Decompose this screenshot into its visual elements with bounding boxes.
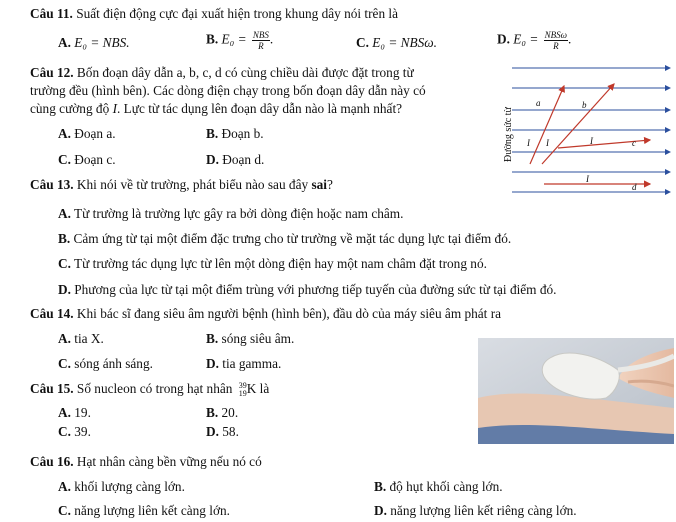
wire-a-label: a xyxy=(536,98,541,108)
q14-a-letter: A. xyxy=(58,331,71,346)
q16-stem-line xyxy=(30,454,262,470)
q16-c-text: năng lượng liên kết càng lớn. xyxy=(74,503,230,518)
q12-stem-1: Bốn đoạn dây dẫn a, b, c, d có cùng chiều dài được đặt trong từ xyxy=(76,65,414,80)
q14-stem-line xyxy=(30,306,501,322)
q11-option-c[interactable] xyxy=(356,35,437,51)
q14-a-text: tia X. xyxy=(74,331,104,346)
wire-c-label: c xyxy=(632,138,636,148)
q11-stem: Suất điện động cực đại xuất hiện trong khung dây nói trên là xyxy=(76,6,399,21)
q12-stem-3a: cùng cường độ xyxy=(30,101,113,116)
q16-stem: Hạt nhân càng bền vững nếu nó có xyxy=(76,454,262,469)
q12-option-a[interactable] xyxy=(58,126,116,142)
q13-option-b[interactable] xyxy=(58,231,511,247)
q13-b-letter: B. xyxy=(58,231,71,246)
wire-c xyxy=(558,140,650,148)
current-label: I xyxy=(527,138,530,148)
q11-b-period: . xyxy=(269,31,274,47)
q14-d-text: tia gamma. xyxy=(222,356,282,371)
q13-stem: Khi nói về từ trường, phát biểu nào sau đây xyxy=(76,177,312,192)
q15-a-text: 19. xyxy=(74,405,91,420)
q11-b-letter: B. xyxy=(206,31,219,47)
q12-c-letter: C. xyxy=(58,152,71,167)
q15-c-text: 39. xyxy=(74,424,91,439)
q11-b-fraction xyxy=(252,30,270,51)
q12-c-text: Đoạn c. xyxy=(74,152,116,167)
q13-option-a[interactable] xyxy=(58,206,403,222)
q12-stem-line-1 xyxy=(30,65,414,81)
element-symbol: K xyxy=(246,381,257,396)
q16-a-letter: A. xyxy=(58,479,71,494)
wire-b-label: b xyxy=(582,100,587,110)
q13-stem-emphasis: sai xyxy=(311,177,327,192)
q16-option-a[interactable] xyxy=(58,479,185,495)
q16-c-letter: C. xyxy=(58,503,71,518)
q15-stem-line xyxy=(30,381,269,398)
q12-option-b[interactable] xyxy=(206,126,264,142)
q16-title: Câu 16. xyxy=(30,454,74,469)
q15-option-d[interactable] xyxy=(206,424,239,440)
q14-option-a[interactable] xyxy=(58,331,104,347)
q12-current-symbol: I xyxy=(112,101,117,116)
q13-c-letter: C. xyxy=(58,256,71,271)
q15-option-a[interactable] xyxy=(58,405,91,421)
nuclide-notation xyxy=(239,382,247,398)
q11-option-b[interactable] xyxy=(206,30,273,51)
q11-d-period: . xyxy=(568,31,572,47)
q14-option-d[interactable] xyxy=(206,356,281,372)
q15-title: Câu 15. xyxy=(30,381,74,396)
q13-c-text: Từ trường tác dụng lực từ lên một dòng điện hay một nam châm đặt trong nó. xyxy=(74,256,487,271)
q12-stem-3b: . Lực từ tác dụng lên đoạn dây dẫn nào là mạnh nhất? xyxy=(117,101,403,116)
q13-d-letter: D. xyxy=(58,282,71,297)
q15-option-c[interactable] xyxy=(58,424,91,440)
q12-option-d[interactable] xyxy=(206,152,264,168)
q11-d-denominator: R xyxy=(553,41,559,51)
q12-stem-line-2: trường đều (hình bên). Các dòng điện chạy trong bốn đoạn dây dẫn này có xyxy=(30,83,426,98)
q11-title: Câu 11. xyxy=(30,6,73,21)
q16-b-letter: B. xyxy=(374,479,387,494)
current-label: I xyxy=(590,136,593,146)
q14-title: Câu 14. xyxy=(30,306,74,321)
q13-b-text: Cảm ứng từ tại một điểm đặc trưng cho từ trường về mặt tác dụng lực tại điểm đó. xyxy=(73,231,512,246)
q15-d-letter: D. xyxy=(206,424,219,439)
wire-segments xyxy=(530,84,650,184)
q12-a-letter: A. xyxy=(58,126,71,141)
q16-option-c[interactable] xyxy=(58,503,230,519)
field-axis-label: Đường sức từ xyxy=(503,107,514,162)
q11-b-lhs: E₀ = xyxy=(221,31,250,47)
q12-d-text: Đoạn d. xyxy=(222,152,265,167)
q14-b-letter: B. xyxy=(206,331,219,346)
q14-c-letter: C. xyxy=(58,356,71,371)
q13-option-d[interactable] xyxy=(58,282,556,298)
q13-a-letter: A. xyxy=(58,206,71,221)
ultrasound-photo xyxy=(478,338,674,444)
q16-option-d[interactable] xyxy=(374,503,577,519)
q14-c-text: sóng ánh sáng. xyxy=(74,356,153,371)
q15-d-text: 58. xyxy=(222,424,239,439)
q16-d-text: năng lượng liên kết riêng càng lớn. xyxy=(390,503,577,518)
q14-d-letter: D. xyxy=(206,356,219,371)
q13-stem-line xyxy=(30,177,333,193)
q15-stem-end: là xyxy=(256,381,270,396)
q13-stem-end: ? xyxy=(326,177,333,192)
q13-title: Câu 13. xyxy=(30,177,74,192)
q15-b-letter: B. xyxy=(206,405,219,420)
q16-b-text: độ hụt khối càng lớn. xyxy=(389,479,503,494)
atomic-number: 19 xyxy=(238,388,247,398)
current-label: I xyxy=(546,138,549,148)
q11-c-formula: E₀ = NBSω. xyxy=(372,35,437,50)
q11-c-letter: C. xyxy=(356,35,369,50)
q15-c-letter: C. xyxy=(58,424,71,439)
q12-title: Câu 12. xyxy=(30,65,74,80)
q11-option-a[interactable] xyxy=(58,35,130,51)
q11-d-lhs: E₀ = xyxy=(513,31,542,47)
q11-option-d[interactable] xyxy=(497,30,571,51)
field-lines xyxy=(512,68,670,192)
q12-d-letter: D. xyxy=(206,152,219,167)
q11-b-numerator: NBS xyxy=(252,30,269,40)
q11-a-letter: A. xyxy=(58,35,71,50)
q11-d-numerator: NBSω xyxy=(544,30,567,40)
q15-stem: Số nucleon có trong hạt nhân xyxy=(76,381,236,396)
mass-number: 39 xyxy=(238,380,247,390)
q13-a-text: Từ trường là trường lực gây ra bởi dòng điện hoặc nam châm. xyxy=(74,206,404,221)
q15-option-b[interactable] xyxy=(206,405,238,421)
wire-d-label: d xyxy=(632,182,637,192)
q16-a-text: khối lượng càng lớn. xyxy=(74,479,185,494)
q16-d-letter: D. xyxy=(374,503,387,518)
q11-b-denominator: R xyxy=(258,41,264,51)
q14-stem: Khi bác sĩ đang siêu âm người bệnh (hình bên), đầu dò của máy siêu âm phát ra xyxy=(76,306,502,321)
q13-d-text: Phương của lực từ tại một điểm trùng với phương tiếp tuyến của đường sức từ tại điểm đó. xyxy=(74,282,557,297)
q11-d-fraction xyxy=(544,30,568,51)
q14-option-b[interactable] xyxy=(206,331,294,347)
q16-option-b[interactable] xyxy=(374,479,503,495)
q15-a-letter: A. xyxy=(58,405,71,420)
q12-a-text: Đoạn a. xyxy=(74,126,116,141)
q14-option-c[interactable] xyxy=(58,356,153,372)
q11-stem-line xyxy=(30,6,398,22)
q12-stem-line-3 xyxy=(30,101,402,117)
q15-b-text: 20. xyxy=(221,405,239,420)
magnetic-field-figure xyxy=(502,62,674,198)
q11-d-letter: D. xyxy=(497,31,510,47)
q13-option-c[interactable] xyxy=(58,256,487,272)
current-label: I xyxy=(586,174,589,184)
q12-option-c[interactable] xyxy=(58,152,116,168)
q12-b-text: Đoạn b. xyxy=(221,126,264,141)
q12-b-letter: B. xyxy=(206,126,219,141)
q11-a-formula: E₀ = NBS. xyxy=(74,35,130,50)
q14-b-text: sóng siêu âm. xyxy=(221,331,295,346)
